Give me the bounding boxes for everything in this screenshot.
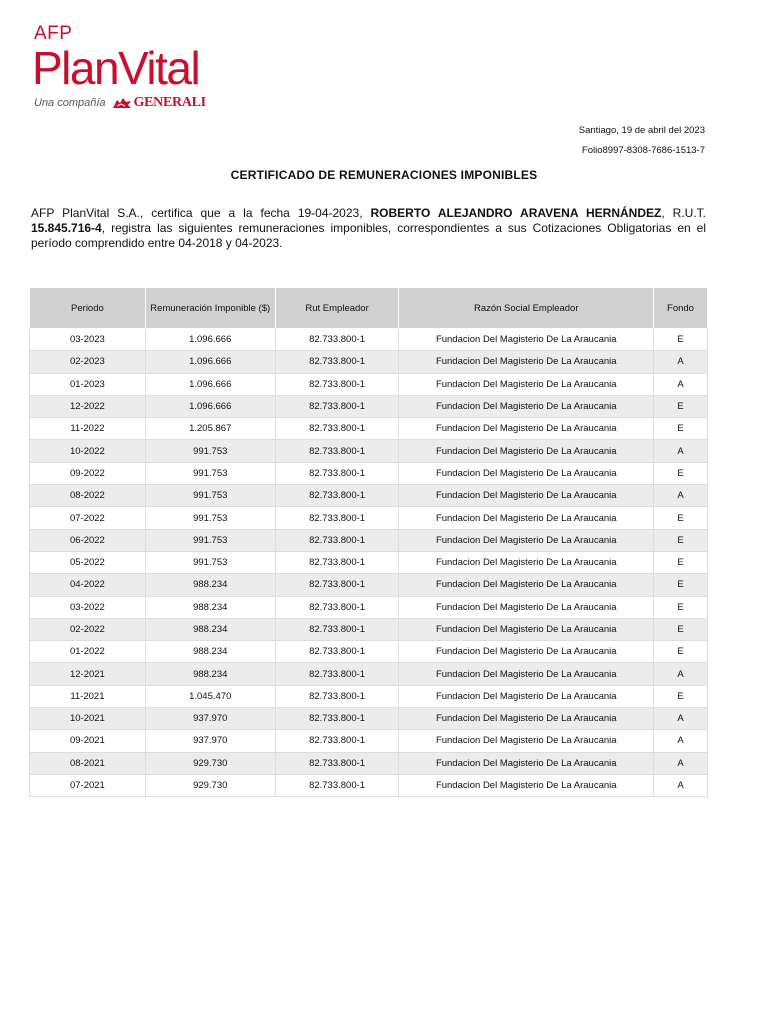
cell-razon-social: Fundacion Del Magisterio De La Araucania — [399, 462, 654, 484]
cell-remuneracion: 991.753 — [145, 507, 275, 529]
column-header-periodo: Periodo — [30, 288, 146, 329]
cell-razon-social: Fundacion Del Magisterio De La Araucania — [399, 708, 654, 730]
cell-periodo: 11-2021 — [30, 685, 146, 707]
logo-tagline: Una compañía — [34, 97, 106, 109]
table-row — [30, 730, 708, 752]
cell-razon-social: Fundacion Del Magisterio De La Araucania — [399, 351, 654, 373]
cell-periodo: 09-2022 — [30, 462, 146, 484]
cell-rut-empleador: 82.733.800-1 — [275, 551, 399, 573]
table-row — [30, 351, 708, 373]
cell-periodo: 08-2022 — [30, 485, 146, 507]
cell-razon-social: Fundacion Del Magisterio De La Araucania — [399, 529, 654, 551]
table-row — [30, 618, 708, 640]
cell-razon-social: Fundacion Del Magisterio De La Araucania — [399, 685, 654, 707]
cell-rut-empleador: 82.733.800-1 — [275, 529, 399, 551]
cell-rut-empleador: 82.733.800-1 — [275, 485, 399, 507]
cell-periodo: 04-2022 — [30, 574, 146, 596]
cell-fondo: E — [654, 641, 708, 663]
table-row — [30, 507, 708, 529]
cell-periodo: 07-2022 — [30, 507, 146, 529]
cell-remuneracion: 1.096.666 — [145, 395, 275, 417]
cell-razon-social: Fundacion Del Magisterio De La Araucania — [399, 551, 654, 573]
cell-fondo: E — [654, 507, 708, 529]
cell-periodo: 08-2021 — [30, 752, 146, 774]
paragraph-part-3: , registra las siguientes remuneraciones imponibles, correspondientes a sus Cotizaciones Obligatorias en el período comprendido entre 04-2018 y 04-2023. — [31, 221, 706, 250]
table-row — [30, 574, 708, 596]
cell-fondo: A — [654, 663, 708, 685]
cell-fondo: E — [654, 596, 708, 618]
remuneration-table — [29, 287, 708, 797]
paragraph-part-2: , R.U.T. — [661, 206, 706, 220]
table-row — [30, 418, 708, 440]
cell-remuneracion: 991.753 — [145, 440, 275, 462]
column-header-rut-empleador: Rut Empleador — [275, 288, 399, 329]
cell-remuneracion: 991.753 — [145, 529, 275, 551]
cell-razon-social: Fundacion Del Magisterio De La Araucania — [399, 596, 654, 618]
paragraph-part-1: AFP PlanVital S.A., certifica que a la fecha 19-04-2023, — [31, 206, 371, 220]
document-date: Santiago, 19 de abril del 2023 — [578, 125, 705, 136]
cell-periodo: 01-2023 — [30, 373, 146, 395]
table-row — [30, 395, 708, 417]
cell-rut-empleador: 82.733.800-1 — [275, 641, 399, 663]
cell-remuneracion: 1.205.867 — [145, 418, 275, 440]
cell-remuneracion: 991.753 — [145, 551, 275, 573]
cell-remuneracion: 1.096.666 — [145, 373, 275, 395]
cell-periodo: 07-2021 — [30, 774, 146, 796]
cell-remuneracion: 937.970 — [145, 708, 275, 730]
cell-rut-empleador: 82.733.800-1 — [275, 752, 399, 774]
table-row — [30, 774, 708, 796]
cell-periodo: 06-2022 — [30, 529, 146, 551]
cell-rut-empleador: 82.733.800-1 — [275, 730, 399, 752]
document-title: CERTIFICADO DE REMUNERACIONES IMPONIBLES — [230, 168, 538, 182]
cell-remuneracion: 988.234 — [145, 596, 275, 618]
cell-razon-social: Fundacion Del Magisterio De La Araucania — [399, 730, 654, 752]
cell-periodo: 09-2021 — [30, 730, 146, 752]
cell-periodo: 11-2022 — [30, 418, 146, 440]
cell-razon-social: Fundacion Del Magisterio De La Araucania — [399, 752, 654, 774]
cell-fondo: E — [654, 529, 708, 551]
cell-rut-empleador: 82.733.800-1 — [275, 462, 399, 484]
table-row — [30, 373, 708, 395]
table-row — [30, 663, 708, 685]
document-meta — [579, 121, 705, 161]
cell-periodo: 10-2022 — [30, 440, 146, 462]
column-header-remuneracion: Remuneración Imponible ($) — [145, 288, 275, 329]
cell-remuneracion: 929.730 — [145, 774, 275, 796]
cell-remuneracion: 1.096.666 — [145, 329, 275, 351]
table-row — [30, 752, 708, 774]
table-row — [30, 641, 708, 663]
table-row — [30, 440, 708, 462]
partner-logo — [112, 95, 206, 111]
cell-rut-empleador: 82.733.800-1 — [275, 618, 399, 640]
table-row — [30, 329, 708, 351]
cell-fondo: A — [654, 774, 708, 796]
table-body — [30, 329, 708, 797]
cell-rut-empleador: 82.733.800-1 — [275, 329, 399, 351]
cell-periodo: 02-2022 — [30, 618, 146, 640]
cell-fondo: E — [654, 574, 708, 596]
cell-rut-empleador: 82.733.800-1 — [275, 708, 399, 730]
cell-razon-social: Fundacion Del Magisterio De La Araucania — [399, 440, 654, 462]
cell-fondo: E — [654, 551, 708, 573]
cell-fondo: E — [654, 618, 708, 640]
cell-rut-empleador: 82.733.800-1 — [275, 373, 399, 395]
cell-fondo: A — [654, 351, 708, 373]
table-row — [30, 551, 708, 573]
cell-remuneracion: 988.234 — [145, 618, 275, 640]
cell-rut-empleador: 82.733.800-1 — [275, 395, 399, 417]
cell-rut-empleador: 82.733.800-1 — [275, 507, 399, 529]
cell-razon-social: Fundacion Del Magisterio De La Araucania — [399, 329, 654, 351]
cell-remuneracion: 988.234 — [145, 641, 275, 663]
cell-fondo: A — [654, 730, 708, 752]
cell-razon-social: Fundacion Del Magisterio De La Araucania — [399, 663, 654, 685]
cell-remuneracion: 937.970 — [145, 730, 275, 752]
cell-periodo: 12-2022 — [30, 395, 146, 417]
table-row — [30, 462, 708, 484]
cell-periodo: 10-2021 — [30, 708, 146, 730]
logo-brand: PlanVital — [32, 42, 200, 94]
cell-rut-empleador: 82.733.800-1 — [275, 685, 399, 707]
affiliate-name: ROBERTO ALEJANDRO ARAVENA HERNÁNDEZ — [370, 206, 662, 220]
cell-razon-social: Fundacion Del Magisterio De La Araucania — [399, 574, 654, 596]
cell-razon-social: Fundacion Del Magisterio De La Araucania — [399, 507, 654, 529]
cell-fondo: E — [654, 462, 708, 484]
cell-periodo: 02-2023 — [30, 351, 146, 373]
logo-afp: AFP — [34, 23, 73, 44]
table-row — [30, 529, 708, 551]
document-folio: Folio8997-8308-7686-1513-7 — [581, 145, 705, 156]
cell-periodo: 03-2022 — [30, 596, 146, 618]
cell-fondo: E — [654, 685, 708, 707]
cell-fondo: A — [654, 440, 708, 462]
cell-fondo: A — [654, 752, 708, 774]
cell-razon-social: Fundacion Del Magisterio De La Araucania — [399, 618, 654, 640]
cell-rut-empleador: 82.733.800-1 — [275, 663, 399, 685]
cell-remuneracion: 929.730 — [145, 752, 275, 774]
cell-remuneracion: 991.753 — [145, 462, 275, 484]
cell-rut-empleador: 82.733.800-1 — [275, 351, 399, 373]
cell-periodo: 12-2021 — [30, 663, 146, 685]
table-row — [30, 485, 708, 507]
cell-fondo: A — [654, 373, 708, 395]
cell-fondo: E — [654, 395, 708, 417]
cell-remuneracion: 988.234 — [145, 574, 275, 596]
affiliate-rut: 15.845.716-4 — [31, 221, 102, 235]
generali-lion-icon — [112, 97, 132, 109]
cell-periodo: 01-2022 — [30, 641, 146, 663]
cell-fondo: E — [654, 329, 708, 351]
table-row — [30, 708, 708, 730]
cell-remuneracion: 991.753 — [145, 485, 275, 507]
table-row — [30, 685, 708, 707]
cell-rut-empleador: 82.733.800-1 — [275, 596, 399, 618]
cell-rut-empleador: 82.733.800-1 — [275, 774, 399, 796]
cell-remuneracion: 1.045.470 — [145, 685, 275, 707]
cell-fondo: A — [654, 485, 708, 507]
cell-razon-social: Fundacion Del Magisterio De La Araucania — [399, 774, 654, 796]
table-row — [30, 596, 708, 618]
cell-rut-empleador: 82.733.800-1 — [275, 440, 399, 462]
table-header-row — [30, 288, 708, 329]
cell-razon-social: Fundacion Del Magisterio De La Araucania — [399, 395, 654, 417]
partner-name: GENERALI — [133, 95, 206, 110]
cell-remuneracion: 988.234 — [145, 663, 275, 685]
cell-remuneracion: 1.096.666 — [145, 351, 275, 373]
cell-fondo: A — [654, 708, 708, 730]
cell-rut-empleador: 82.733.800-1 — [275, 574, 399, 596]
column-header-fondo: Fondo — [654, 288, 708, 329]
company-logo — [34, 24, 206, 111]
logo-tagline-row — [34, 95, 206, 111]
cell-periodo: 05-2022 — [30, 551, 146, 573]
cell-fondo: E — [654, 418, 708, 440]
column-header-razon-social: Razón Social Empleador — [399, 288, 654, 329]
cell-razon-social: Fundacion Del Magisterio De La Araucania — [399, 641, 654, 663]
cell-periodo: 03-2023 — [30, 329, 146, 351]
cell-razon-social: Fundacion Del Magisterio De La Araucania — [399, 485, 654, 507]
certificate-paragraph — [31, 206, 706, 251]
cell-razon-social: Fundacion Del Magisterio De La Araucania — [399, 418, 654, 440]
cell-rut-empleador: 82.733.800-1 — [275, 418, 399, 440]
cell-razon-social: Fundacion Del Magisterio De La Araucania — [399, 373, 654, 395]
